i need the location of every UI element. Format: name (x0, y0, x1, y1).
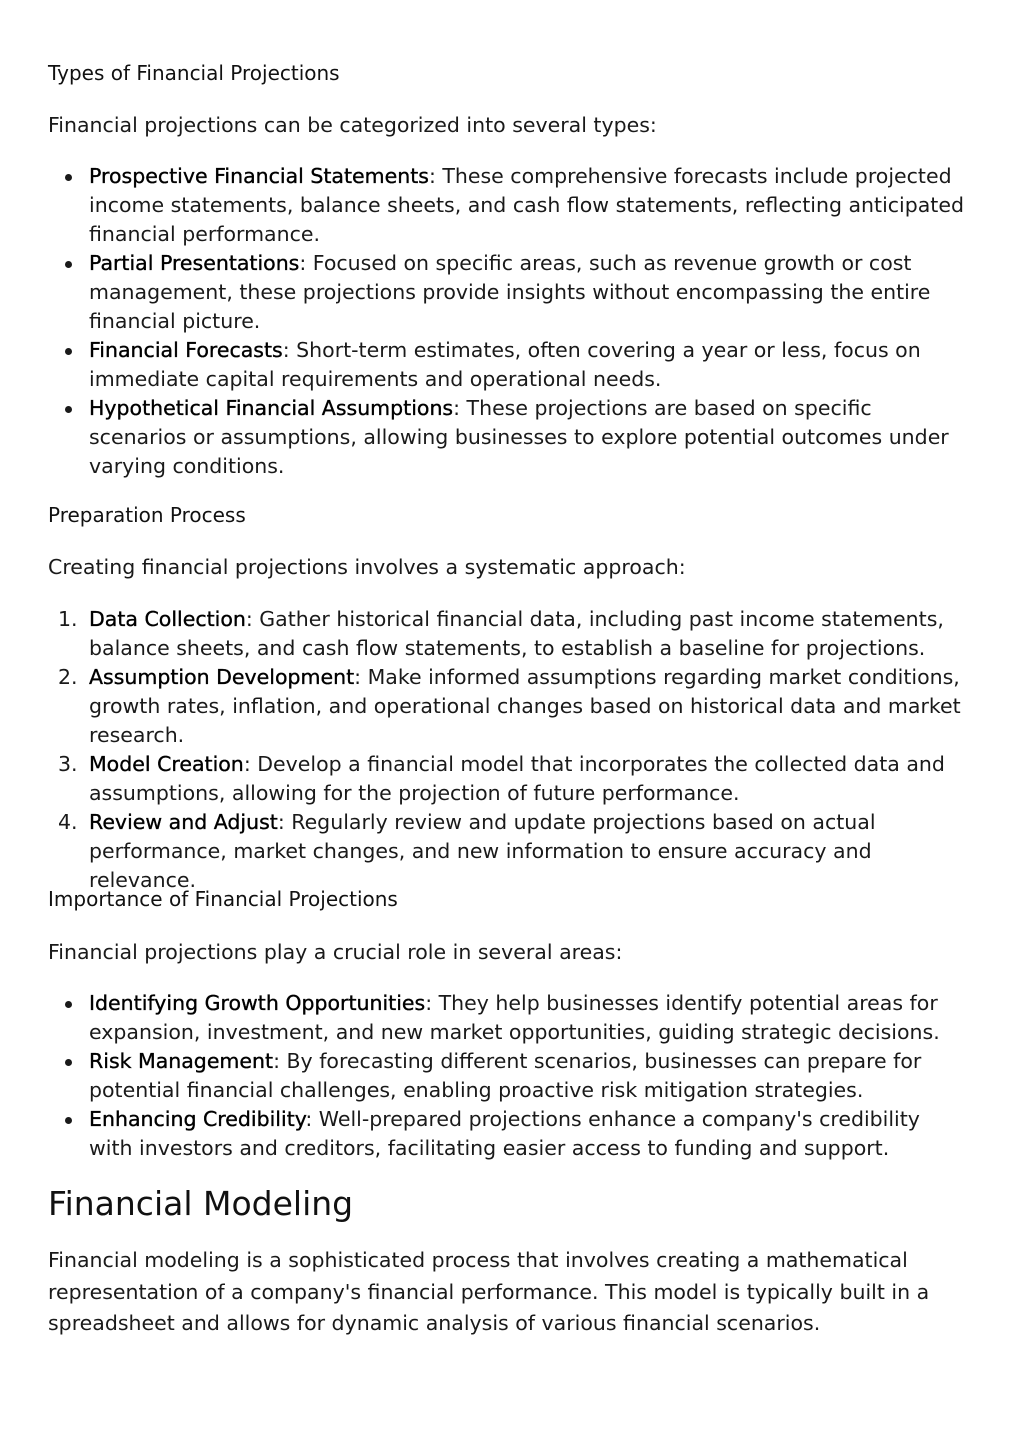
list-item-text: : They help businesses identify potential areas for expansion, investment, and new market opportunities, guiding strategic decisions. (89, 991, 940, 1044)
bullet-icon (65, 261, 72, 268)
list-item-term: Risk Management (89, 1049, 274, 1073)
list-item-text: : Gather historical financial data, including past income statements, balance sheets, and cash flow statements, to establish a baseline for projections. (89, 607, 944, 660)
list-item-term: Prospective Financial Statements (89, 164, 429, 188)
bullet-icon (65, 1059, 72, 1066)
list-item (48, 663, 968, 750)
list-item (48, 249, 968, 336)
list-item-text: : Short-term estimates, often covering a year or less, focus on immediate capital requirements and operational needs. (89, 338, 921, 391)
section-heading-preparation: Preparation Process (48, 503, 246, 527)
list-item-term: Partial Presentations (89, 251, 300, 275)
list-item-term: Identifying Growth Opportunities (89, 991, 426, 1015)
list-item (48, 162, 968, 249)
list-item-number: 1. (58, 607, 78, 631)
bullet-icon (65, 174, 72, 181)
list-item (48, 808, 968, 895)
list-item-text: : By forecasting different scenarios, businesses can prepare for potential financial challenges, enabling proactive risk mitigation strategies. (89, 1049, 922, 1102)
list-item (48, 750, 968, 808)
list-item (48, 605, 968, 663)
list-item-term: Assumption Development (89, 665, 355, 689)
bullet-icon (65, 406, 72, 413)
section-heading-importance: Importance of Financial Projections (48, 887, 398, 911)
list-item-term: Review and Adjust (89, 810, 278, 834)
list-item (48, 1105, 968, 1163)
section-body-modeling: Financial modeling is a sophisticated process that involves creating a mathematical representation of a company's financial performance. This model is typically built in a spreadsheet and allows for dynamic analysis of various financial scenarios. (48, 1248, 930, 1335)
list-item-term: Model Creation (89, 752, 244, 776)
list-item-text: : Regularly review and update projections based on actual performance, market changes, and new information to ensure accuracy and relevance. (89, 810, 876, 892)
list-item-number: 2. (58, 665, 78, 689)
types-list (48, 162, 968, 481)
section-intro-types: Financial projections can be categorized into several types: (48, 113, 657, 137)
list-item (48, 336, 968, 394)
section-intro-importance: Financial projections play a crucial role in several areas: (48, 940, 623, 964)
section-heading-types: Types of Financial Projections (48, 61, 340, 85)
bullet-icon (65, 348, 72, 355)
list-item-term: Enhancing Credibility (89, 1107, 306, 1131)
list-item-number: 4. (58, 810, 78, 834)
list-item-text: : These projections are based on specific scenarios or assumptions, allowing businesses to explore potential outcomes under varying conditions. (89, 396, 949, 478)
list-item-text: : These comprehensive forecasts include projected income statements, balance sheets, and cash flow statements, reflecting anticipated financial performance. (89, 164, 964, 246)
list-item-term: Hypothetical Financial Assumptions (89, 396, 454, 420)
bullet-icon (65, 1001, 72, 1008)
list-item-term: Data Collection (89, 607, 246, 631)
importance-list (48, 989, 968, 1163)
preparation-list (48, 605, 968, 895)
list-item-text: : Make informed assumptions regarding market conditions, growth rates, inflation, and operational changes based on historical data and market research. (89, 665, 961, 747)
list-item-text: : Develop a financial model that incorporates the collected data and assumptions, allowing for the projection of future performance. (89, 752, 945, 805)
list-item-text: : Well-prepared projections enhance a company's credibility with investors and creditors, facilitating easier access to funding and support. (89, 1107, 920, 1160)
section-intro-preparation: Creating financial projections involves a systematic approach: (48, 555, 686, 579)
list-item (48, 1047, 968, 1105)
list-item (48, 394, 968, 481)
list-item-text: : Focused on specific areas, such as revenue growth or cost management, these projections provide insights without encompassing the entire financial picture. (89, 251, 931, 333)
list-item (48, 989, 968, 1047)
bullet-icon (65, 1117, 72, 1124)
list-item-number: 3. (58, 752, 78, 776)
section-heading-modeling: Financial Modeling (48, 1184, 354, 1223)
list-item-term: Financial Forecasts (89, 338, 283, 362)
